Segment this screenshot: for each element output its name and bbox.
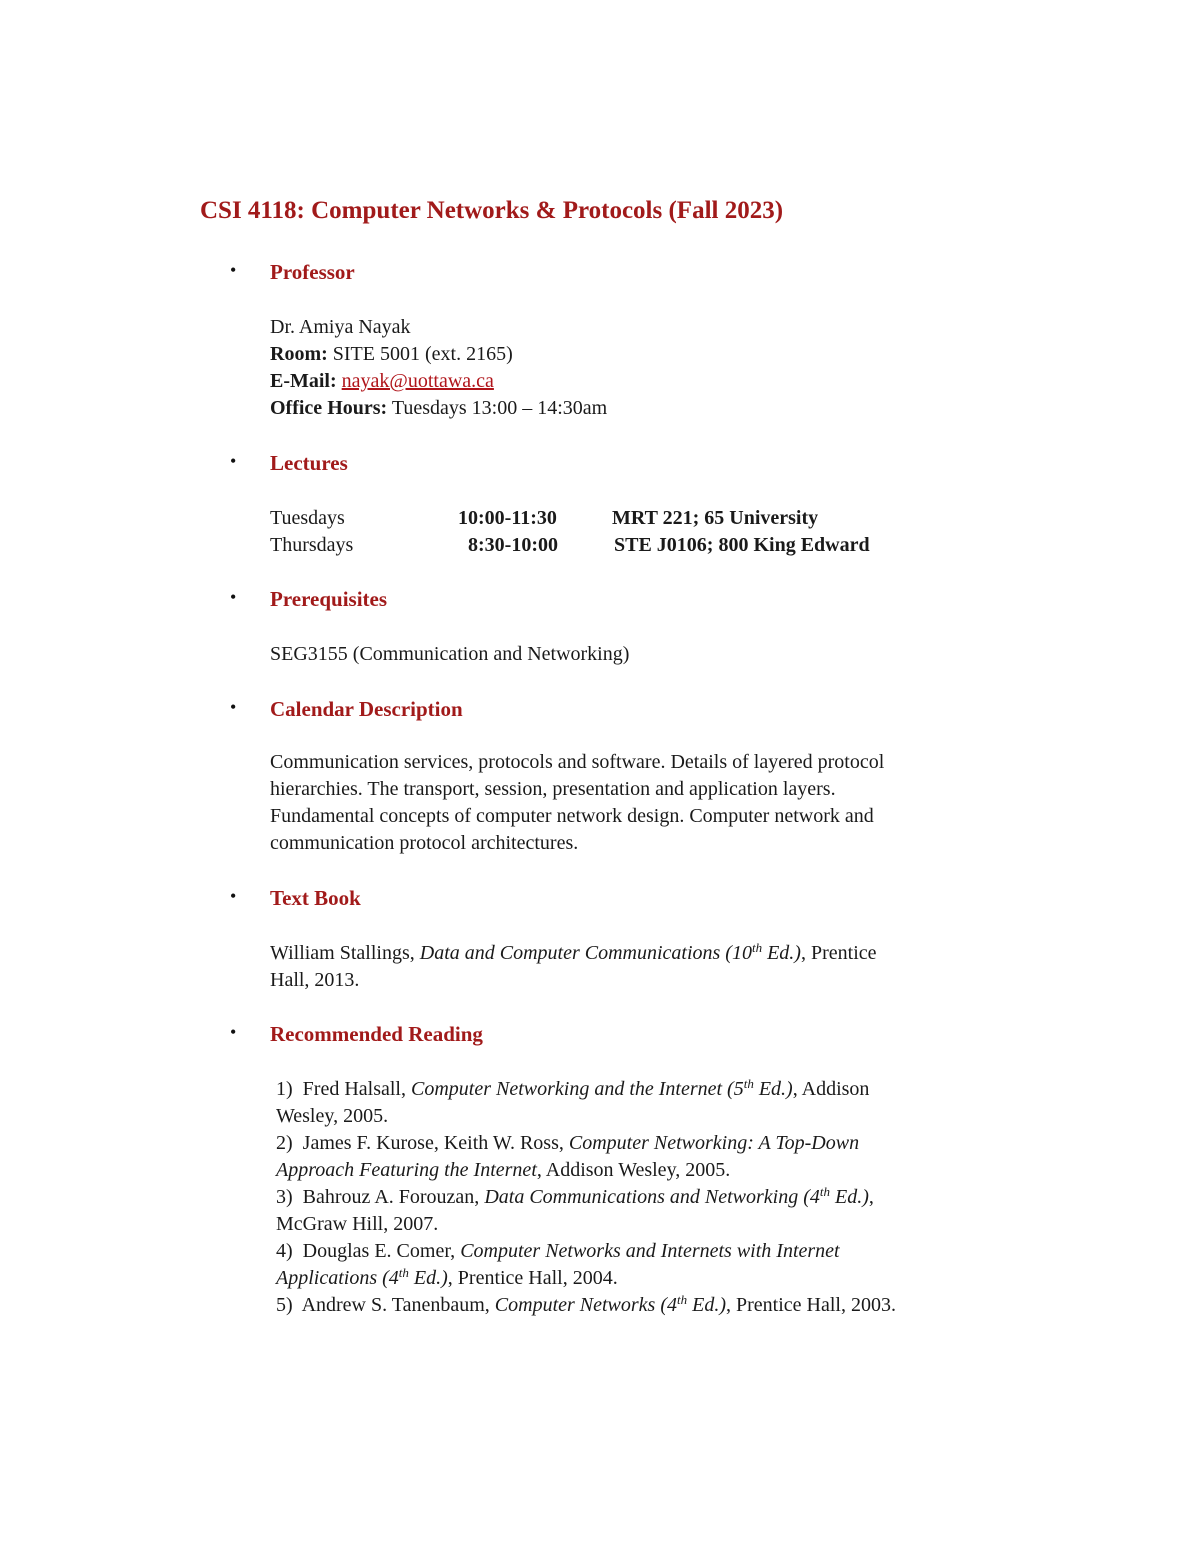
- textbook-publisher: , Prentice: [800, 942, 877, 964]
- description-line: communication protocol architectures.: [270, 832, 579, 854]
- list-item: 3) Bahrouz A. Forouzan, Data Communications and Networking (4th Ed.),: [276, 1184, 874, 1208]
- citation-line: [270, 940, 877, 967]
- office-hours-label: Office Hours:: [270, 397, 388, 419]
- description-line: Communication services, protocols and software. Details of layered protocol: [270, 751, 885, 773]
- lecture-place: MRT 221; 65 University: [612, 507, 819, 529]
- page-title: CSI 4118: Computer Networks & Protocols (Fall 2023): [200, 197, 784, 224]
- email-link[interactable]: nayak@uottawa.ca: [341, 370, 494, 392]
- professor-details: [270, 314, 607, 422]
- list-item-continued: Approach Featuring the Internet, Addison Wesley, 2005.: [276, 1159, 731, 1181]
- room-line: [270, 341, 607, 368]
- list-item: 2) James F. Kurose, Keith W. Ross, Computer Networking: A Top-Down: [276, 1132, 860, 1154]
- bullet: •: [230, 1022, 237, 1042]
- email-label: E-Mail:: [270, 370, 337, 392]
- bullet: •: [230, 886, 237, 906]
- lecture-day: Tuesdays: [270, 507, 345, 529]
- lecture-time: 8:30-10:00: [468, 534, 558, 556]
- prerequisites-text: SEG3155 (Communication and Networking): [270, 643, 630, 665]
- section-heading-reading: Recommended Reading: [270, 1022, 483, 1046]
- bullet: •: [230, 260, 237, 280]
- bullet: •: [230, 697, 237, 717]
- lecture-day: Thursdays: [270, 534, 354, 556]
- section-heading-calendar: Calendar Description: [270, 697, 463, 721]
- section-heading-prerequisites: Prerequisites: [270, 587, 388, 611]
- room-label: Room:: [270, 343, 328, 365]
- section-heading-textbook: Text Book: [270, 886, 361, 910]
- description-line: hierarchies. The transport, session, presentation and application layers.: [270, 778, 836, 800]
- bullet: •: [230, 451, 237, 471]
- room-value: SITE 5001 (ext. 2165): [332, 343, 513, 365]
- description-line: Fundamental concepts of computer network design. Computer network and: [270, 805, 874, 827]
- office-hours-value: Tuesdays 13:00 – 14:30am: [391, 397, 608, 419]
- calendar-description-text: [270, 749, 884, 857]
- citation-line: Hall, 2013.: [270, 969, 360, 991]
- list-item: 4) Douglas E. Comer, Computer Networks and Internets with Internet: [276, 1240, 840, 1262]
- list-item: 1) Fred Halsall, Computer Networking and the Internet (5th Ed.), Addison: [276, 1076, 870, 1100]
- section-heading-professor: Professor: [270, 260, 355, 284]
- lecture-time: 10:00-11:30: [458, 507, 557, 529]
- office-hours-line: [270, 395, 607, 422]
- lecture-row: [270, 505, 970, 532]
- list-item: 5) Andrew S. Tanenbaum, Computer Networks (4th Ed.), Prentice Hall, 2003.: [276, 1292, 896, 1316]
- lecture-table: [270, 505, 970, 559]
- textbook-title: Data and Computer Communications (10th Ed.): [419, 940, 801, 964]
- lecture-place: STE J0106; 800 King Edward: [614, 534, 870, 556]
- professor-name: Dr. Amiya Nayak: [270, 316, 411, 338]
- list-item-continued: McGraw Hill, 2007.: [276, 1213, 439, 1235]
- email-line: [270, 368, 607, 395]
- textbook-citation: [270, 940, 877, 994]
- reading-list: [276, 1076, 896, 1319]
- textbook-author: William Stallings,: [270, 942, 420, 964]
- list-item-continued: Applications (4th Ed.), Prentice Hall, 2004.: [276, 1265, 618, 1289]
- section-heading-lectures: Lectures: [270, 451, 348, 475]
- bullet: •: [230, 587, 237, 607]
- lecture-row: [270, 532, 970, 559]
- list-item-continued: Wesley, 2005.: [276, 1105, 389, 1127]
